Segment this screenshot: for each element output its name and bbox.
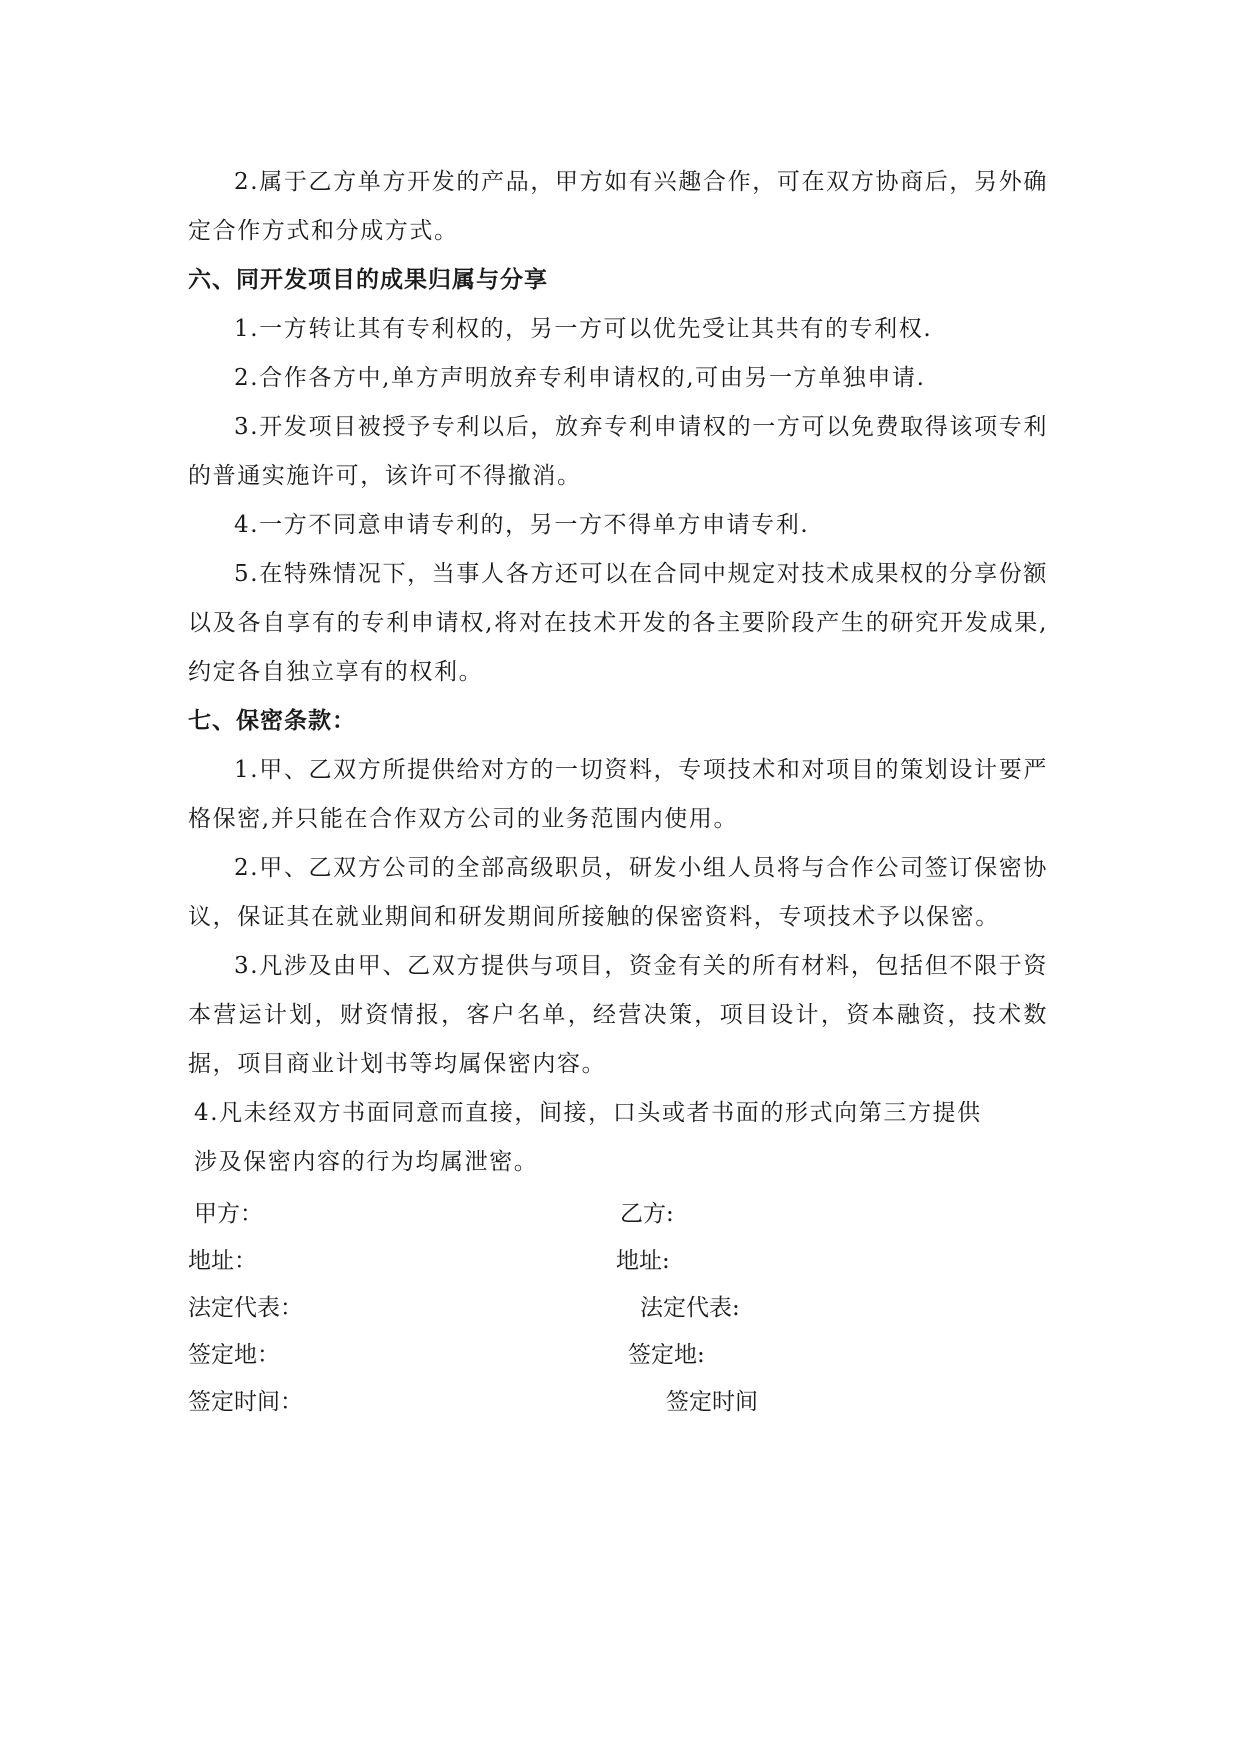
section5-item2: 2.属于乙方单方开发的产品，甲方如有兴趣合作，可在双方协商后，另外确定合作方式和分成方式。 xyxy=(188,169,1048,244)
section7-item3: 3.凡涉及由甲、乙双方提供与项目，资金有关的所有材料，包括但不限于资本营运计划，财资情报，客户名单，经营决策，项目设计，资本融资，技术数据，项目商业计划书等均属保密内容。 xyxy=(188,953,1048,1077)
party-a-label: 甲方： xyxy=(194,1201,263,1227)
party-a-place: 签定地： xyxy=(188,1342,280,1368)
party-b-label: 乙方: xyxy=(620,1201,674,1227)
party-a-legal-rep: 法定代表： xyxy=(188,1295,303,1321)
party-b-time: 签定时间 xyxy=(666,1389,758,1415)
party-a-address: 地址： xyxy=(188,1248,257,1274)
signature-row-time xyxy=(188,1379,1048,1426)
section6-item2: 2.合作各方中,单方声明放弃专利申请权的,可由另一方单独申请. xyxy=(234,365,926,391)
section6-item4: 4.一方不同意申请专利的，另一方不得单方申请专利. xyxy=(234,512,810,538)
party-b-legal-rep: 法定代表: xyxy=(640,1295,740,1321)
section7-item1: 1.甲、乙双方所提供给对方的一切资料，专项技术和对项目的策划设计要严格保密,并只能在合作双方公司的业务范围内使用。 xyxy=(188,757,1048,832)
party-a-time: 签定时间： xyxy=(188,1389,303,1415)
signature-block xyxy=(188,1191,1048,1426)
party-b-address: 地址: xyxy=(616,1248,670,1274)
section6-item3: 3.开发项目被授予专利以后，放弃专利申请权的一方可以免费取得该项专利的普通实施许可，该许可不得撤消。 xyxy=(188,414,1048,489)
section6-heading: 六、同开发项目的成果归属与分享 xyxy=(188,267,548,293)
signature-row-party xyxy=(188,1191,1048,1238)
document-page xyxy=(188,158,1048,1426)
section6-item5: 5.在特殊情况下，当事人各方还可以在合同中规定对技术成果权的分享份额以及各自享有的专利申请权,将对在技术开发的各主要阶段产生的研究开发成果,约定各自独立享有的权利。 xyxy=(188,561,1048,685)
signature-row-place xyxy=(188,1332,1048,1379)
section7-item4-line1: 4.凡未经双方书面同意而直接，间接，口头或者书面的形式向第三方提供 xyxy=(194,1100,982,1126)
section7-item4-line2: 涉及保密内容的行为均属泄密。 xyxy=(194,1149,539,1175)
signature-row-legal-rep xyxy=(188,1285,1048,1332)
section7-item2: 2.甲、乙双方公司的全部高级职员，研发小组人员将与合作公司签订保密协议，保证其在就业期间和研发期间所接触的保密资料，专项技术予以保密。 xyxy=(188,855,1048,930)
section7-heading: 七、保密条款： xyxy=(188,708,356,734)
signature-row-address xyxy=(188,1238,1048,1285)
party-b-place: 签定地: xyxy=(628,1342,705,1368)
section6-item1: 1.一方转让其有专利权的，另一方可以优先受让其共有的专利权. xyxy=(234,316,933,342)
